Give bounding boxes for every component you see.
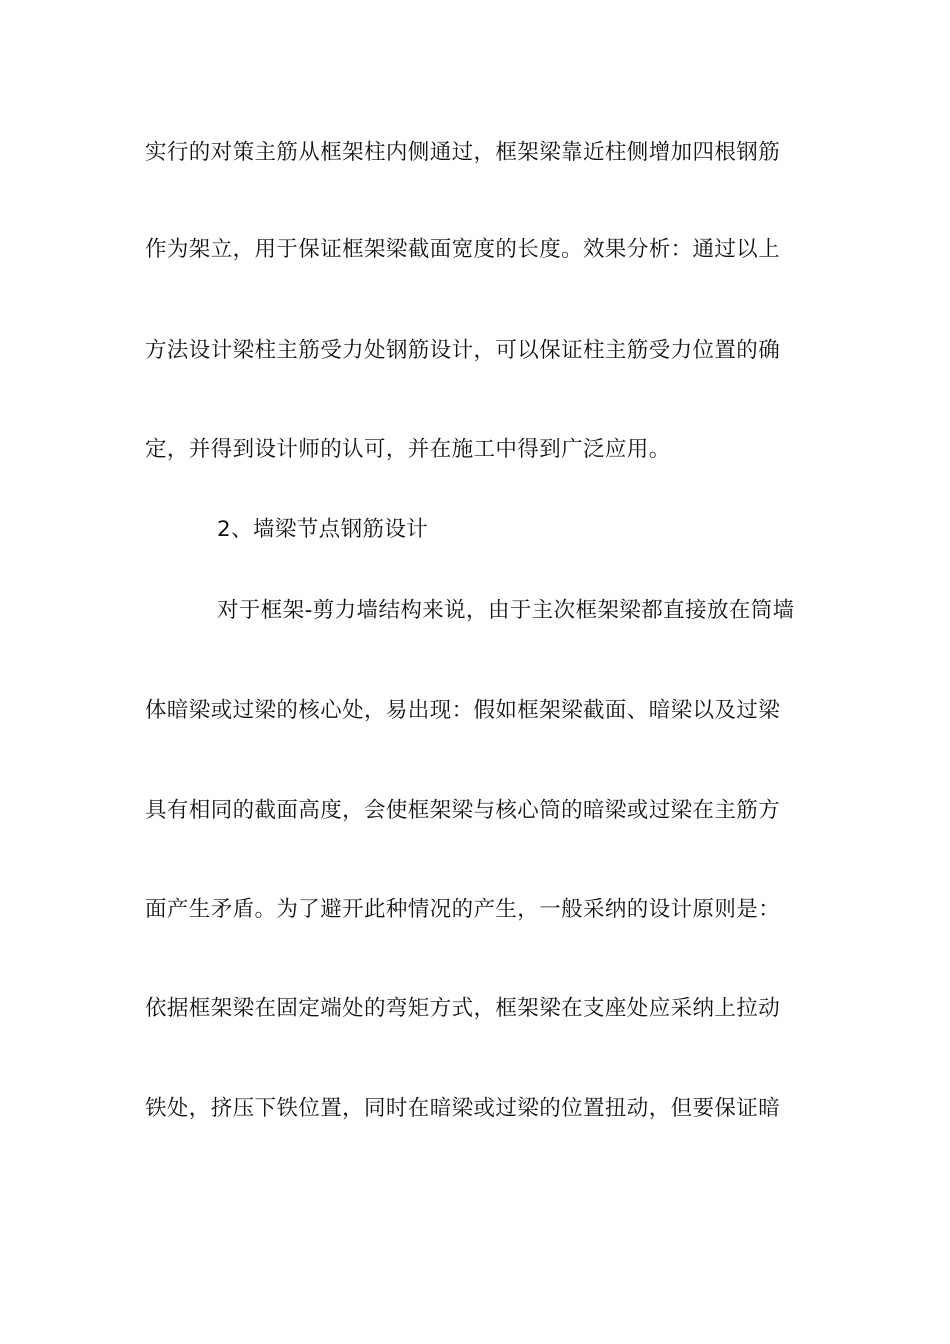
paragraph-line-10: 铁处，挤压下铁位置，同时在暗梁或过梁的位置扭动，但要保证暗 <box>145 1096 781 1121</box>
paragraph-line-6: 体暗梁或过梁的核心处，易出现：假如框架梁截面、暗梁以及过梁 <box>145 698 781 723</box>
paragraph-line-7: 具有相同的截面高度，会使框架梁与核心筒的暗梁或过梁在主筋方 <box>145 798 781 823</box>
paragraph-line-5: 对于框架-剪力墙结构来说，由于主次框架梁都直接放在筒墙 <box>217 598 795 623</box>
paragraph-line-2: 作为架立，用于保证框架梁截面宽度的长度。效果分析：通过以上 <box>145 237 781 262</box>
paragraph-line-1: 实行的对策主筋从框架柱内侧通过，框架梁靠近柱侧增加四根钢筋 <box>145 140 781 165</box>
paragraph-line-3: 方法设计梁柱主筋受力处钢筋设计，可以保证柱主筋受力位置的确 <box>145 338 781 363</box>
paragraph-line-4: 定，并得到设计师的认可，并在施工中得到广泛应用。 <box>145 437 671 462</box>
paragraph-line-9: 依据框架梁在固定端处的弯矩方式，框架梁在支座处应采纳上拉动 <box>145 996 781 1021</box>
section-heading: 2、墙梁节点钢筋设计 <box>217 517 429 542</box>
paragraph-line-8: 面产生矛盾。为了避开此种情况的产生，一般采纳的设计原则是： <box>145 897 781 922</box>
